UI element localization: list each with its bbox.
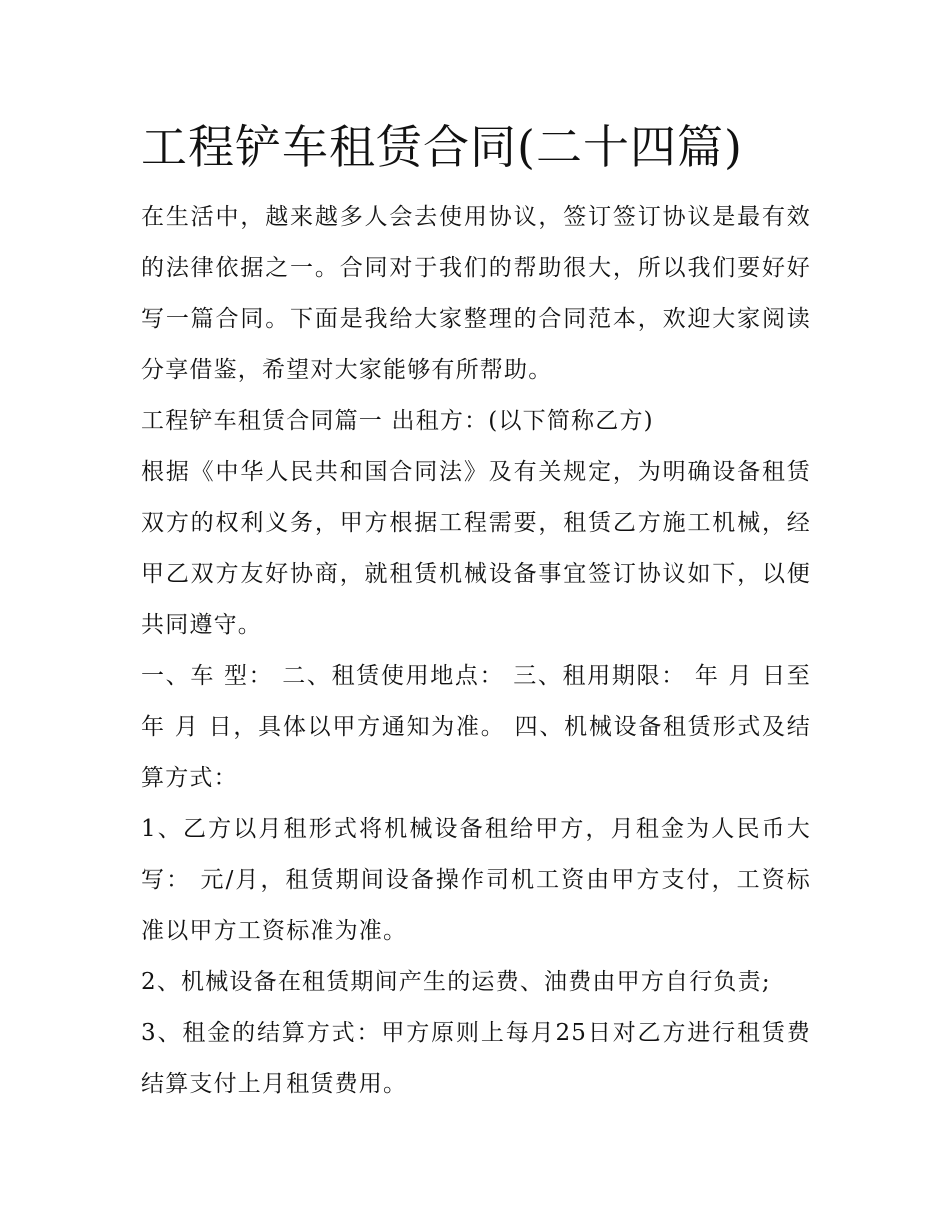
paragraph-intro: 在生活中，越来越多人会去使用协议，签订签订协议是最有效的法律依据之一。合同对于我们的帮助很大，所以我们要好好写一篇合同。下面是我给大家整理的合同范本，欢迎大家阅读分享借鉴，希望对大家能够有所帮助。 [141,204,811,383]
paragraph-clause-1: 1、乙方以月租形式将机械设备租给甲方，月租金为人民币大写： 元/月，租赁期间设备操作司机工资由甲方支付，工资标准以甲方工资标准为准。 [141,816,811,944]
document-page [141,112,811,1110]
paragraph-clause-3: 3、租金的结算方式：甲方原则上每月25日对乙方进行租赁费结算支付上月租赁费用。 [141,1020,811,1097]
paragraph-terms: 一、车 型： 二、租赁使用地点： 三、租用期限： 年 月 日至 年 月 日，具体以甲方通知为准。 四、机械设备租赁形式及结算方式： [141,663,811,791]
paragraph-legal-basis: 根据《中华人民共和国合同法》及有关规定，为明确设备租赁双方的权利义务，甲方根据工程需要，租赁乙方施工机械，经甲乙双方友好协商，就租赁机械设备事宜签订协议如下，以便共同遵守。 [141,459,811,638]
paragraph-clause-2: 2、机械设备在租赁期间产生的运费、油费由甲方自行负责; [141,969,771,995]
document-title: 工程铲车租赁合同(二十四篇) [141,120,743,174]
paragraph-section-one-heading: 工程铲车租赁合同篇一 出租方：(以下简称乙方) [141,408,654,434]
